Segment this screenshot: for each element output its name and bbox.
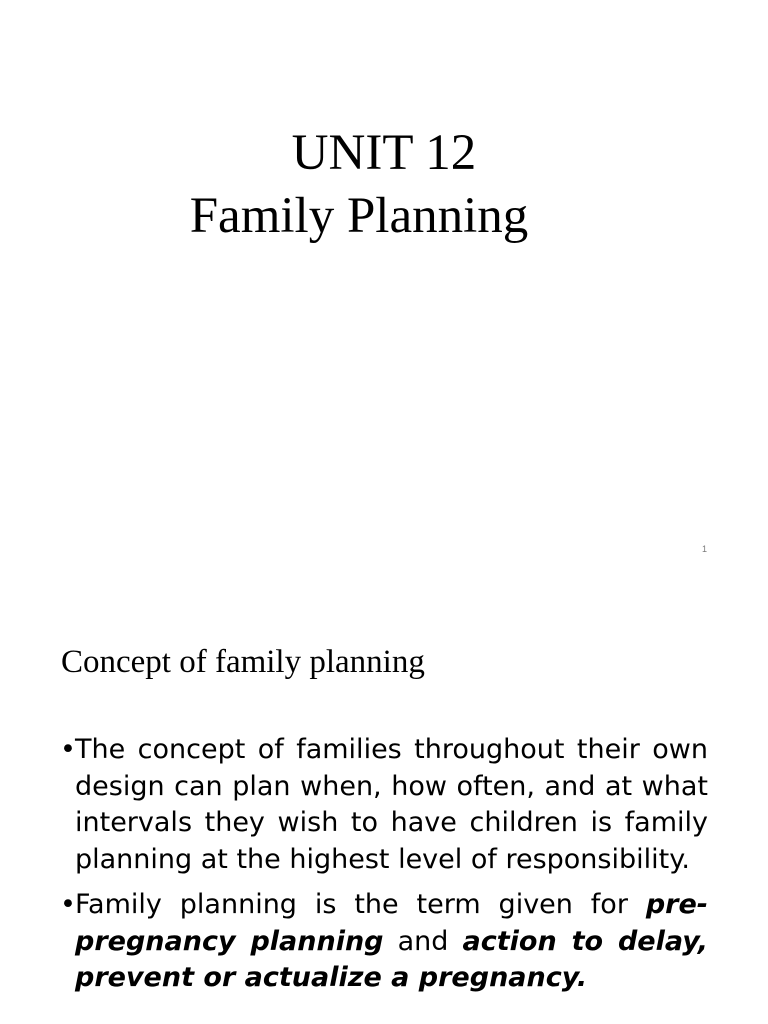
bullet-item bbox=[60, 732, 708, 878]
bullet-list bbox=[60, 732, 708, 1006]
title-topic: Family Planning bbox=[189, 188, 529, 244]
slide-heading: Concept of family planning bbox=[61, 644, 425, 680]
bullet-text-plain: Family planning is the term given for bbox=[75, 889, 646, 920]
bullet-text bbox=[75, 889, 708, 993]
title-unit: UNIT 12 bbox=[291, 125, 477, 181]
bullet-text-emphasis: action to delay, prevent or actualize a pregnancy. bbox=[75, 925, 708, 993]
bullet-text: The concept of families throughout their own design can plan when, how often, and at what intervals they wish to have children is family planning at the highest level of responsibility. bbox=[75, 734, 708, 875]
bullet-text-emphasis: pre-pregnancy planning bbox=[75, 889, 708, 957]
slide-title bbox=[0, 122, 768, 248]
bullet-icon: • bbox=[60, 734, 76, 765]
bullet-icon: • bbox=[60, 889, 76, 920]
bullet-item bbox=[60, 887, 708, 997]
content-slide bbox=[0, 590, 768, 1024]
bullet-text-plain: and bbox=[383, 925, 463, 957]
page-number: 1 bbox=[701, 544, 707, 554]
